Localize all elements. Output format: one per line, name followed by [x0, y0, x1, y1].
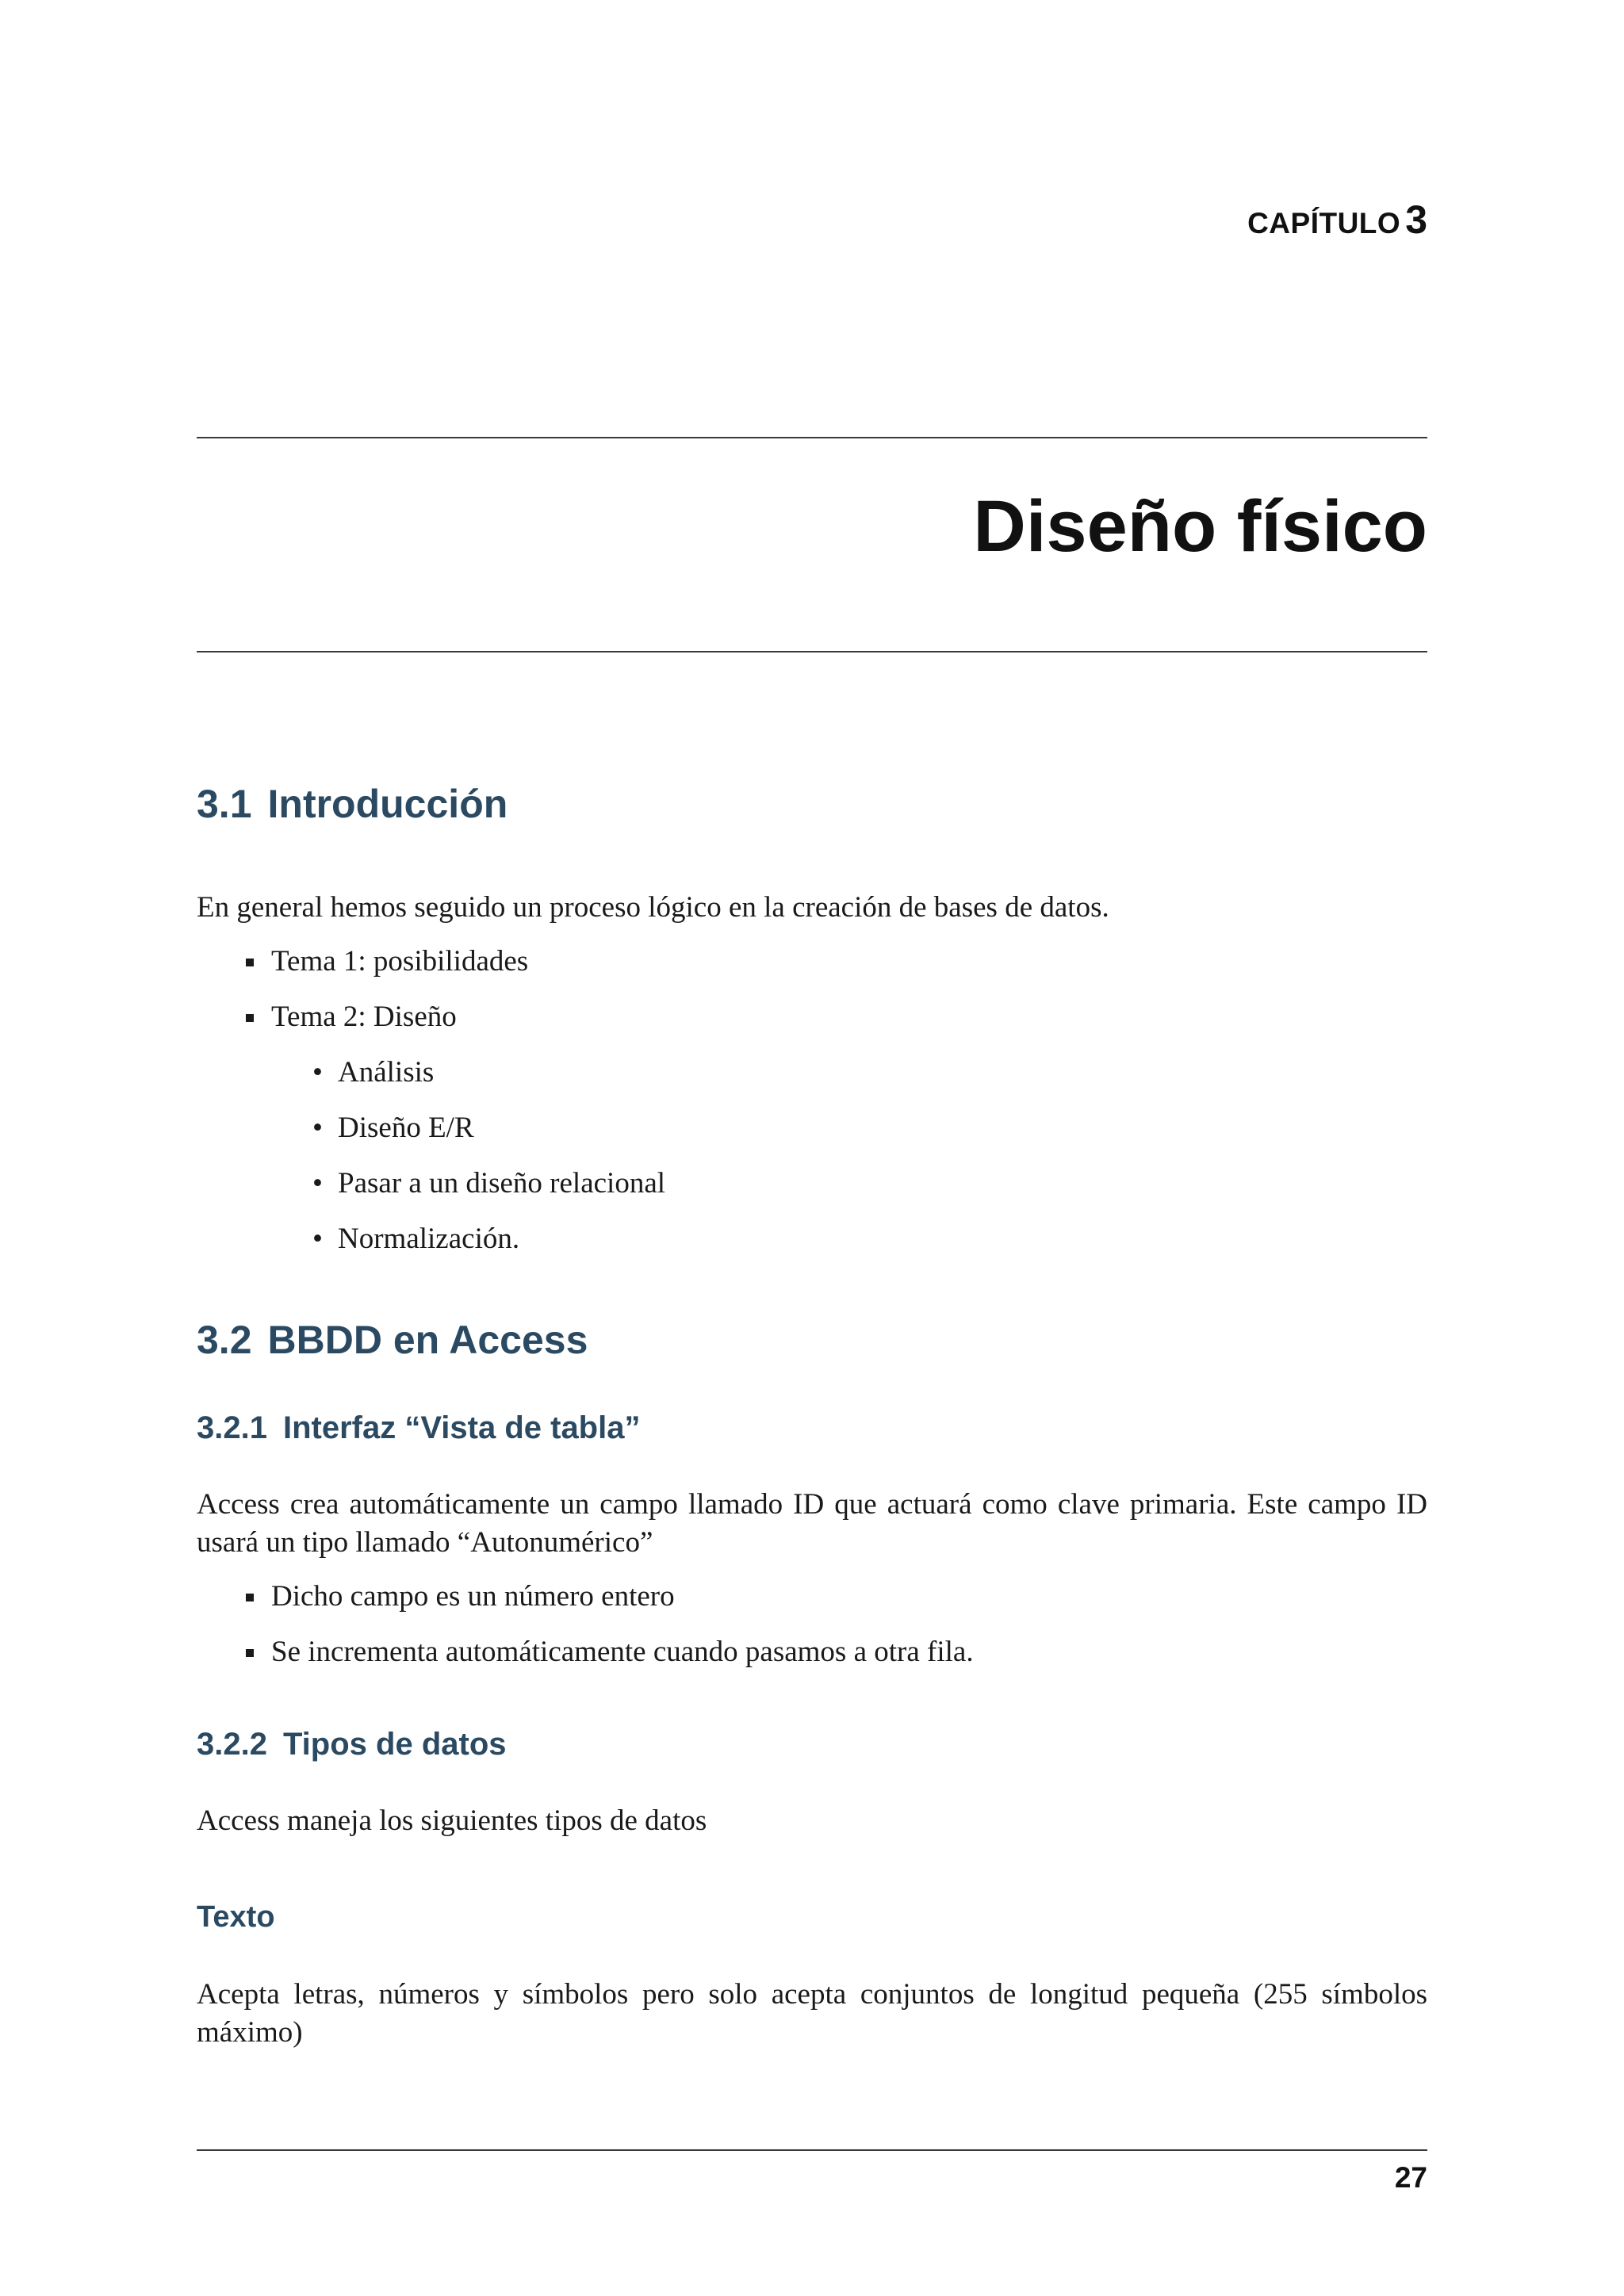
list-item-text: Se incrementa automáticamente cuando pasamos a otra fila. — [271, 1636, 974, 1668]
sublist-item — [271, 1165, 1427, 1203]
chapter-rule-bottom — [197, 651, 1427, 652]
subsection-title: Interfaz “Vista de tabla” — [282, 1410, 641, 1445]
page-content — [197, 781, 1427, 2052]
chapter-word: CAPÍTULO — [1247, 207, 1401, 239]
subsection-heading-3-2-1 — [197, 1410, 1427, 1446]
square-bullet-icon — [246, 1014, 254, 1022]
sublist-item — [271, 1220, 1427, 1258]
list-item — [197, 998, 1427, 1258]
sublist-item-text: Pasar a un diseño relacional — [338, 1167, 666, 1200]
datatypes-paragraph: Access maneja los siguientes tipos de datos — [197, 1804, 707, 1837]
interface-list — [197, 1578, 1427, 1671]
round-bullet-icon: • — [312, 1223, 323, 1255]
list-item-text: Tema 1: posibilidades — [271, 945, 529, 978]
chapter-title: Diseño físico — [973, 486, 1427, 567]
section-heading-3-1 — [197, 781, 1427, 827]
section-title: Introducción — [267, 782, 508, 826]
subsubsection-heading-texto: Texto — [197, 1900, 275, 1934]
sublist-item-text: Diseño E/R — [338, 1112, 474, 1144]
texto-paragraph: Acepta letras, números y símbolos pero solo acepta conjuntos de longitud pequeña (255 símbolos máximo) — [197, 1978, 1427, 2049]
square-bullet-icon — [246, 1649, 254, 1657]
list-item-text: Tema 2: Diseño — [271, 1001, 457, 1033]
list-item — [197, 943, 1427, 981]
footer-rule — [197, 2149, 1427, 2151]
sublist-item — [271, 1109, 1427, 1147]
interface-paragraph: Access crea automáticamente un campo llamado ID que actuará como clave primaria. Este campo ID usará un tipo llamado “Autonumérico” — [197, 1488, 1427, 1559]
page-number: 27 — [1394, 2161, 1427, 2194]
round-bullet-icon: • — [312, 1167, 323, 1200]
list-item — [197, 1633, 1427, 1671]
square-bullet-icon — [246, 959, 254, 966]
section-number: 3.2 — [197, 1318, 252, 1362]
sublist-item — [271, 1054, 1427, 1092]
intro-list — [197, 943, 1427, 1258]
subsection-number: 3.2.1 — [197, 1410, 267, 1445]
chapter-number: 3 — [1405, 197, 1427, 242]
list-item-text: Dicho campo es un número entero — [271, 1580, 675, 1613]
chapter-rule-top — [197, 437, 1427, 438]
subsection-heading-3-2-2 — [197, 1727, 1427, 1762]
square-bullet-icon — [246, 1594, 254, 1601]
sublist-item-text: Análisis — [338, 1056, 435, 1089]
section-title: BBDD en Access — [267, 1318, 588, 1362]
design-sublist — [271, 1054, 1427, 1258]
section-heading-3-2 — [197, 1317, 1427, 1363]
intro-paragraph: En general hemos seguido un proceso lógico en la creación de bases de datos. — [197, 891, 1109, 924]
list-item — [197, 1578, 1427, 1616]
subsection-number: 3.2.2 — [197, 1727, 267, 1762]
section-number: 3.1 — [197, 782, 252, 826]
chapter-label — [1247, 197, 1427, 243]
round-bullet-icon: • — [312, 1056, 323, 1089]
sublist-item-text: Normalización. — [338, 1223, 520, 1255]
round-bullet-icon: • — [312, 1112, 323, 1144]
subsection-title: Tipos de datos — [282, 1727, 507, 1762]
